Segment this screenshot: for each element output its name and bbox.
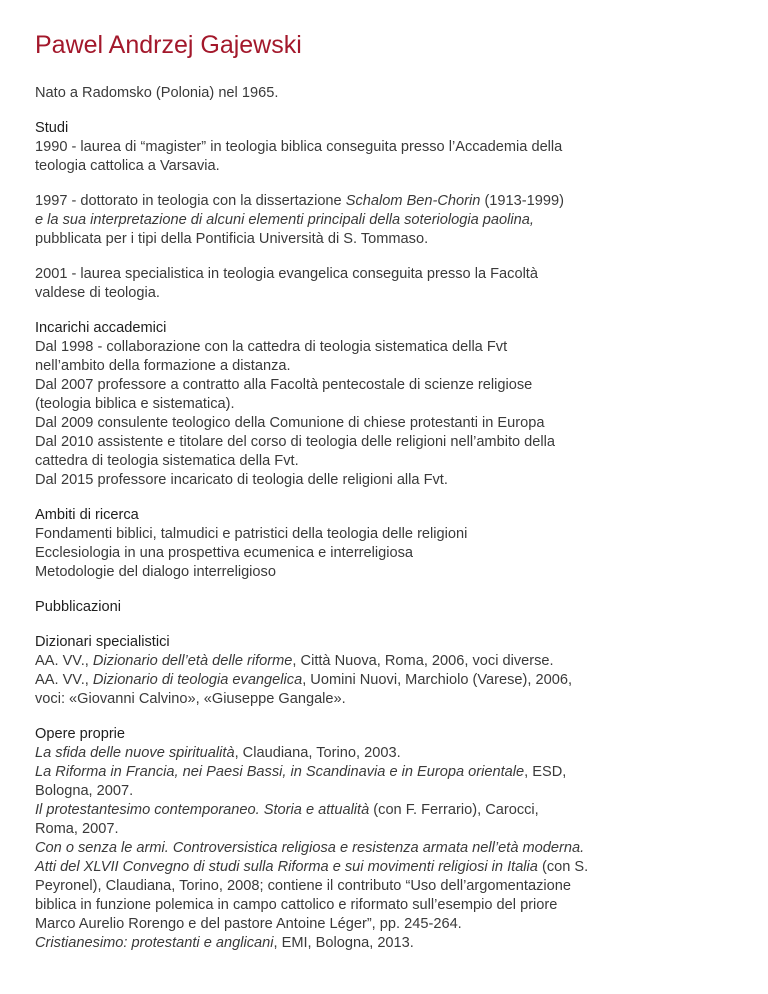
studi-p2-line: pubblicata per i tipi della Pontificia Università di S. Tommaso.: [35, 231, 429, 247]
dizionari-line: [35, 671, 708, 690]
text-run: AA. VV.,: [35, 653, 93, 669]
opere-heading: Opere proprie: [35, 726, 126, 742]
text-run: , Città Nuova, Roma, 2006, voci diverse.: [292, 653, 554, 669]
opere-line: [35, 763, 708, 782]
incarichi-line: Dal 2009 consulente teologico della Comunione di chiese protestanti in Europa: [35, 415, 545, 431]
book-title: Atti del XLVII Convegno di studi sulla Riforma e sui movimenti religiosi in Italia: [35, 859, 538, 875]
studi-heading: Studi: [35, 120, 69, 136]
page-title: Pawel Andrzej Gajewski: [35, 31, 302, 59]
text-run: AA. VV.,: [35, 672, 93, 688]
opere-line: Marco Aurelio Rorengo e del pastore Antoine Léger”, pp. 245-264.: [35, 916, 462, 932]
ricerca-line: Metodologie del dialogo interreligioso: [35, 564, 276, 580]
incarichi-line: Dal 2007 professore a contratto alla Facoltà pentecostale di scienze religiose: [35, 377, 533, 393]
studi-p1-line: teologia cattolica a Varsavia.: [35, 158, 220, 174]
opere-line: [35, 858, 708, 877]
studi-p1-line: 1990 - laurea di “magister” in teologia biblica conseguita presso l’Accademia della: [35, 139, 563, 155]
ricerca-line: Fondamenti biblici, talmudici e patristici della teologia delle religioni: [35, 526, 468, 542]
opere-line: Peyronel), Claudiana, Torino, 2008; contiene il contributo “Uso dell’argomentazione: [35, 878, 571, 894]
book-title: La sfida delle nuove spiritualità: [35, 745, 235, 761]
opere-line: [35, 934, 708, 953]
ricerca-line: Ecclesiologia in una prospettiva ecumenica e interreligiosa: [35, 545, 414, 561]
text-run: , EMI, Bologna, 2013.: [273, 935, 414, 951]
text-run: , ESD,: [524, 764, 567, 780]
incarichi-heading: Incarichi accademici: [35, 320, 167, 336]
pubblicazioni-heading: Pubblicazioni: [35, 599, 121, 615]
dizionari-heading: Dizionari specialistici: [35, 634, 170, 650]
text-run: 1997 - dottorato in teologia con la dissertazione: [35, 193, 346, 209]
studi-p2-line: [35, 211, 708, 230]
text-run: (con F. Ferrario), Carocci,: [369, 802, 539, 818]
text-run: , Claudiana, Torino, 2003.: [234, 745, 401, 761]
incarichi-line: Dal 2015 professore incaricato di teologia delle religioni alla Fvt.: [35, 472, 448, 488]
studi-dottorato: [35, 192, 708, 249]
incarichi-line: (teologia biblica e sistematica).: [35, 396, 235, 412]
book-title: Dizionario di teologia evangelica: [92, 672, 303, 688]
studi-p3-line: valdese di teologia.: [35, 285, 160, 301]
opere-line: biblica in funzione polemica in campo cattolico e riformato sull’esempio del priore: [35, 897, 558, 913]
incarichi-line: Dal 1998 - collaborazione con la cattedra di teologia sistematica della Fvt: [35, 339, 508, 355]
book-title: La Riforma in Francia, nei Paesi Bassi, in Scandinavia e in Europa orientale: [35, 764, 525, 780]
opere-line: [35, 801, 708, 820]
opere-line: Roma, 2007.: [35, 821, 119, 837]
ricerca-heading: Ambiti di ricerca: [35, 507, 139, 523]
birth-line: Nato a Radomsko (Polonia) nel 1965.: [35, 85, 279, 101]
book-title: Dizionario dell’età delle riforme: [92, 653, 293, 669]
book-title: Cristianesimo: protestanti e anglicani: [35, 935, 274, 951]
incarichi-line: cattedra di teologia sistematica della Fvt.: [35, 453, 299, 469]
opere-line: Bologna, 2007.: [35, 783, 134, 799]
text-run: , Uomini Nuovi, Marchiolo (Varese), 2006,: [302, 672, 573, 688]
text-run: (1913-1999): [480, 193, 564, 209]
dizionari-section: [35, 633, 708, 709]
studi-laurea: [35, 265, 708, 303]
incarichi-section: [35, 319, 708, 490]
studi-section: [35, 119, 708, 176]
studi-p2-line: [35, 192, 708, 211]
text-run: (con S.: [537, 859, 589, 875]
book-title: Con o senza le armi. Controversistica religiosa e resistenza armata nell’età moderna.: [35, 840, 585, 856]
opere-section: [35, 725, 708, 953]
incarichi-line: nell’ambito della formazione a distanza.: [35, 358, 291, 374]
dissertation-title: Schalom Ben-Chorin: [345, 193, 481, 209]
ricerca-section: [35, 506, 708, 582]
opere-line: [35, 839, 708, 858]
book-title: Il protestantesimo contemporaneo. Storia e attualità: [35, 802, 370, 818]
dissertation-title-cont: e la sua interpretazione di alcuni elementi principali della soteriologia paolina,: [35, 212, 534, 228]
dizionari-line: [35, 652, 708, 671]
dizionari-line: voci: «Giovanni Calvino», «Giuseppe Gangale».: [35, 691, 346, 707]
opere-line: [35, 744, 708, 763]
birth-info: [35, 84, 708, 103]
incarichi-line: Dal 2010 assistente e titolare del corso di teologia delle religioni nell’ambito della: [35, 434, 556, 450]
studi-p3-line: 2001 - laurea specialistica in teologia evangelica conseguita presso la Facoltà: [35, 266, 538, 282]
